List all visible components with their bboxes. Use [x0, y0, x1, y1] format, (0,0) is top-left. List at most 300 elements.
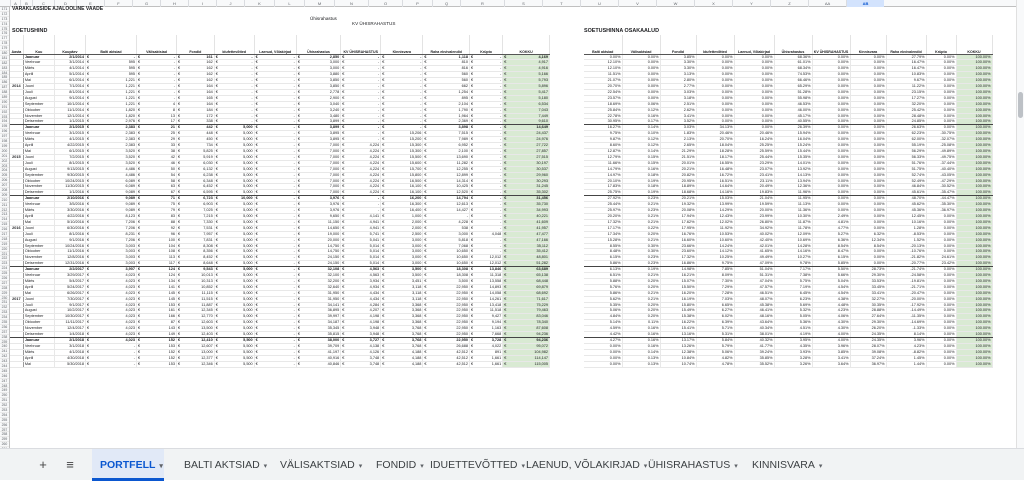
cell[interactable]: 15.24%: [774, 143, 812, 149]
year-cell[interactable]: 2014: [10, 84, 23, 90]
cell[interactable]: 100.00%: [956, 113, 992, 119]
cell[interactable]: 3.85%: [812, 349, 850, 355]
cell[interactable]: 15.50%: [660, 284, 696, 290]
cell[interactable]: 0.00%: [584, 343, 622, 349]
cell[interactable]: August: [23, 308, 54, 314]
cell[interactable]: 10/24/2016: [54, 243, 85, 249]
cell[interactable]: Märts: [23, 137, 54, 143]
cell[interactable]: 5.86%: [584, 261, 622, 267]
cell[interactable]: 17.83%: [584, 184, 622, 190]
cell[interactable]: 12.10%: [584, 60, 622, 66]
cell[interactable]: 20.70%: [696, 137, 734, 143]
cell[interactable]: 100.00%: [956, 308, 992, 314]
cell[interactable]: 13.16%: [660, 332, 696, 338]
cell[interactable]: 3/5/2016: [54, 202, 85, 208]
row-header[interactable]: 259: [1, 437, 8, 442]
cell[interactable]: 0.23%: [622, 208, 660, 214]
cell[interactable]: 5.71%: [696, 326, 734, 332]
cell[interactable]: 10.74%: [660, 361, 696, 367]
cell[interactable]: 0.21%: [622, 273, 660, 279]
cell[interactable]: 0.00%: [584, 361, 622, 367]
row-header[interactable]: 232: [1, 305, 8, 310]
column-header-g[interactable]: G: [132, 0, 160, 7]
cell[interactable]: 18.89%: [660, 184, 696, 190]
cell[interactable]: [254, 361, 296, 367]
cell[interactable]: 14.64%: [696, 184, 734, 190]
column-header-u[interactable]: U: [580, 0, 618, 7]
cell[interactable]: 11.36%: [774, 208, 812, 214]
cell[interactable]: -20.13%: [886, 243, 926, 249]
cell[interactable]: 5.79%: [696, 343, 734, 349]
cell[interactable]: 23.15%: [886, 89, 926, 95]
cell[interactable]: 6.36%: [812, 237, 850, 243]
cell[interactable]: 7.38%: [774, 273, 812, 279]
cell[interactable]: 7/30/2017: [54, 296, 85, 302]
cell[interactable]: 17.95%: [660, 225, 696, 231]
cell[interactable]: 100.00%: [956, 219, 992, 225]
cell[interactable]: -20.77%: [886, 261, 926, 267]
cell[interactable]: 55.19%: [886, 143, 926, 149]
cell[interactable]: 0.00%: [734, 84, 774, 90]
cell[interactable]: 21.04%: [734, 196, 774, 202]
cell[interactable]: 2.80%: [660, 78, 696, 84]
cell[interactable]: 0.21%: [622, 290, 660, 296]
vertical-scrollbar-thumb[interactable]: [1018, 92, 1023, 118]
cell[interactable]: 56.29%: [886, 149, 926, 155]
cell[interactable]: 100.00%: [956, 101, 992, 107]
cell[interactable]: 0.00%: [584, 54, 622, 60]
cell[interactable]: 7.85%: [696, 267, 734, 273]
column-header-o[interactable]: O: [368, 0, 402, 7]
cell[interactable]: 25.25%: [734, 143, 774, 149]
cell[interactable]: 48.07%: [734, 296, 774, 302]
cell[interactable]: 0.19%: [622, 267, 660, 273]
row-header[interactable]: 226: [1, 275, 8, 280]
cell[interactable]: 16.19%: [660, 296, 696, 302]
cell[interactable]: 100.00%: [956, 278, 992, 284]
cell[interactable]: 0.00%: [622, 84, 660, 90]
cell[interactable]: Aprill: [23, 72, 54, 78]
cost-basis-table[interactable]: [10, 35, 550, 368]
row-header[interactable]: 234: [1, 315, 8, 320]
cell[interactable]: 41.65%: [734, 249, 774, 255]
row-header[interactable]: 202: [1, 158, 8, 163]
cell[interactable]: 0.00%: [926, 113, 956, 119]
cell[interactable]: 0.00%: [812, 149, 850, 155]
cell[interactable]: 1/4/2018: [54, 332, 85, 338]
cell[interactable]: 20.20%: [584, 213, 622, 219]
column-header-v[interactable]: V: [618, 0, 656, 7]
row-header[interactable]: 231: [1, 300, 8, 305]
cell[interactable]: 0.00%: [926, 302, 956, 308]
chevron-down-icon[interactable]: ▾: [263, 463, 268, 470]
cell[interactable]: 1/1/2015: [54, 119, 85, 125]
cell[interactable]: Veebruar: [23, 60, 54, 66]
cell[interactable]: 21.29%: [660, 149, 696, 155]
cell[interactable]: 100.00%: [956, 343, 992, 349]
cell[interactable]: 0.00%: [926, 249, 956, 255]
row-header[interactable]: 246: [1, 373, 8, 378]
cell[interactable]: 4.78%: [696, 361, 734, 367]
cell[interactable]: 14.01%: [774, 160, 812, 166]
cell[interactable]: 0.00%: [812, 101, 850, 107]
row-header[interactable]: 175: [1, 26, 8, 31]
cell[interactable]: November: [23, 255, 54, 261]
row-header[interactable]: 185: [1, 75, 8, 80]
row-header[interactable]: 199: [1, 143, 8, 148]
cell[interactable]: 10.53%: [696, 231, 734, 237]
cell[interactable]: -37.44%: [926, 160, 956, 166]
cell[interactable]: 17.17%: [584, 225, 622, 231]
cell[interactable]: 4.81%: [812, 219, 850, 225]
cell[interactable]: 0.00%: [850, 113, 886, 119]
cell[interactable]: 0.12%: [622, 107, 660, 113]
cell[interactable]: 100.00%: [956, 314, 992, 320]
cell[interactable]: 51.76%: [886, 160, 926, 166]
cell[interactable]: 2.62%: [660, 107, 696, 113]
cell[interactable]: 3.28%: [774, 355, 812, 361]
cell[interactable]: 100.00%: [956, 237, 992, 243]
cell[interactable]: 0.00%: [734, 72, 774, 78]
row-header[interactable]: 240: [1, 344, 8, 349]
cell[interactable]: 27.64%: [850, 314, 886, 320]
cell[interactable]: 100.00%: [956, 296, 992, 302]
cell[interactable]: 45.38%: [734, 302, 774, 308]
cell[interactable]: 9/1/2017: [54, 302, 85, 308]
cell[interactable]: 14.12%: [696, 249, 734, 255]
cell[interactable]: 11.87%: [774, 219, 812, 225]
cell[interactable]: 9/30/2015: [54, 172, 85, 178]
cell[interactable]: Oktoober: [23, 249, 54, 255]
cell[interactable]: 0.00%: [696, 84, 734, 90]
cell[interactable]: 7.17%: [774, 267, 812, 273]
cell[interactable]: Mai: [23, 78, 54, 84]
cell[interactable]: 12/1/2014: [54, 113, 85, 119]
cell[interactable]: 100.00%: [956, 225, 992, 231]
row-header[interactable]: 201: [1, 153, 8, 158]
cell[interactable]: 0.00%: [696, 72, 734, 78]
cell[interactable]: 10/1/2014: [54, 101, 85, 107]
cell[interactable]: 0.20%: [622, 314, 660, 320]
row-header[interactable]: 251: [1, 398, 8, 403]
cell[interactable]: 0.00%: [812, 84, 850, 90]
cell[interactable]: 5.35%: [584, 302, 622, 308]
cell[interactable]: 28.07%: [850, 343, 886, 349]
cell[interactable]: 11/1/2016: [54, 249, 85, 255]
cell[interactable]: 6.13%: [584, 267, 622, 273]
cell[interactable]: 100.00%: [956, 95, 992, 101]
cell[interactable]: 20.00%: [734, 208, 774, 214]
cell[interactable]: -40.40%: [926, 166, 956, 172]
cell[interactable]: 16.20%: [660, 290, 696, 296]
cell[interactable]: 0.00%: [850, 78, 886, 84]
cell[interactable]: 4.84%: [584, 314, 622, 320]
cell[interactable]: 0.00%: [850, 184, 886, 190]
cell[interactable]: 6.23%: [774, 296, 812, 302]
cell[interactable]: 100.00%: [956, 202, 992, 208]
cell[interactable]: Veebruar: [23, 202, 54, 208]
row-header[interactable]: 213: [1, 212, 8, 217]
row-header[interactable]: 205: [1, 173, 8, 178]
cell[interactable]: 26.80%: [734, 219, 774, 225]
cell[interactable]: 0.00%: [850, 125, 886, 131]
row-header[interactable]: 208: [1, 187, 8, 192]
cell[interactable]: 15.38%: [660, 314, 696, 320]
cell[interactable]: 0.00%: [926, 101, 956, 107]
cell[interactable]: 4.30%: [812, 320, 850, 326]
cell[interactable]: 6.15%: [584, 255, 622, 261]
cell[interactable]: 0.00%: [850, 219, 886, 225]
cell[interactable]: -30.75%: [926, 131, 956, 137]
cell[interactable]: -21.74%: [886, 267, 926, 273]
cell[interactable]: 10.69%: [774, 237, 812, 243]
cell[interactable]: 3/29/2017: [54, 273, 85, 279]
cell[interactable]: 0.23%: [622, 196, 660, 202]
cell[interactable]: 100.00%: [956, 243, 992, 249]
row-header[interactable]: 248: [1, 383, 8, 388]
cell[interactable]: Juuli: [23, 160, 54, 166]
cell[interactable]: 14.16%: [696, 190, 734, 196]
cell[interactable]: 45.36%: [886, 208, 926, 214]
cell[interactable]: 100.00%: [956, 160, 992, 166]
cell[interactable]: 2/2/2017: [54, 267, 85, 273]
cell[interactable]: 20.10%: [584, 178, 622, 184]
cell[interactable]: 21.51%: [660, 154, 696, 160]
cell[interactable]: 100.00%: [956, 149, 992, 155]
cell[interactable]: 3.85%: [660, 54, 696, 60]
cell[interactable]: 12.38%: [660, 349, 696, 355]
cell[interactable]: 11.66%: [584, 160, 622, 166]
row-header[interactable]: 247: [1, 378, 8, 383]
cell[interactable]: 0.00%: [812, 196, 850, 202]
cell[interactable]: 10.84%: [660, 355, 696, 361]
cell[interactable]: 42.40%: [734, 237, 774, 243]
cell[interactable]: 0.15%: [622, 160, 660, 166]
cell[interactable]: 23.07%: [734, 166, 774, 172]
cell[interactable]: 6.27%: [696, 308, 734, 314]
cell[interactable]: 47.57%: [734, 284, 774, 290]
row-header[interactable]: 183: [1, 65, 8, 70]
cell[interactable]: 13.94%: [774, 178, 812, 184]
cell[interactable]: 14.97%: [584, 172, 622, 178]
cell[interactable]: [381, 361, 423, 367]
cell[interactable]: 3.96%: [886, 338, 926, 344]
cell[interactable]: 5.69%: [774, 302, 812, 308]
cell[interactable]: 9/1/2014: [54, 95, 85, 101]
cell[interactable]: 16.72%: [696, 172, 734, 178]
cell[interactable]: 52.74%: [886, 172, 926, 178]
cell[interactable]: Juuni: [23, 225, 54, 231]
row-header[interactable]: 244: [1, 364, 8, 369]
cell[interactable]: 20.82%: [660, 172, 696, 178]
row-header[interactable]: 252: [1, 403, 8, 408]
row-header[interactable]: 207: [1, 183, 8, 188]
cell[interactable]: 27.92%: [584, 196, 622, 202]
cell[interactable]: Jaanuar: [23, 338, 54, 344]
cell[interactable]: Juuli: [23, 302, 54, 308]
row-header[interactable]: 188: [1, 90, 8, 95]
cell[interactable]: 35.85%: [734, 355, 774, 361]
cell[interactable]: 4/1/2014: [54, 66, 85, 72]
cell[interactable]: 0.00%: [812, 119, 850, 125]
cell[interactable]: 6.15%: [812, 255, 850, 261]
cell[interactable]: -1.33%: [886, 326, 926, 332]
cell[interactable]: 6.65%: [696, 302, 734, 308]
cell[interactable]: 0.00%: [696, 78, 734, 84]
cell[interactable]: 5.14%: [584, 320, 622, 326]
cell[interactable]: -43.05%: [926, 172, 956, 178]
cell[interactable]: 0.00%: [850, 101, 886, 107]
cell[interactable]: 2/1/2014: [54, 54, 85, 60]
cell[interactable]: 3.52%: [660, 119, 696, 125]
cell[interactable]: [214, 361, 254, 367]
row-header[interactable]: 239: [1, 339, 8, 344]
row-header[interactable]: 221: [1, 251, 8, 256]
cell[interactable]: 10/2/2017: [54, 308, 85, 314]
cell[interactable]: 4.35%: [774, 343, 812, 349]
cell[interactable]: 100.00%: [956, 326, 992, 332]
cell[interactable]: 3.13%: [660, 72, 696, 78]
cell[interactable]: 0.00%: [850, 172, 886, 178]
cell[interactable]: 14.24%: [696, 243, 734, 249]
cell[interactable]: 23.99%: [734, 213, 774, 219]
all-sheets-menu-icon[interactable]: ≡: [66, 457, 74, 472]
cell[interactable]: 0.00%: [812, 202, 850, 208]
cell[interactable]: 20.95%: [660, 178, 696, 184]
row-header[interactable]: 200: [1, 148, 8, 153]
cell[interactable]: 0.00%: [584, 349, 622, 355]
cell[interactable]: 0.19%: [622, 190, 660, 196]
cell[interactable]: 0.00%: [696, 89, 734, 95]
cell[interactable]: Mai: [23, 219, 54, 225]
cell[interactable]: 22.54%: [584, 89, 622, 95]
cell[interactable]: 0.00%: [926, 326, 956, 332]
cell[interactable]: 100.00%: [956, 166, 992, 172]
cell[interactable]: 100.00%: [956, 89, 992, 95]
cell[interactable]: 100.00%: [956, 361, 992, 367]
cell[interactable]: 0.30%: [622, 249, 660, 255]
row-header[interactable]: 253: [1, 408, 8, 413]
cell[interactable]: 16.60%: [660, 237, 696, 243]
cell[interactable]: 0.00%: [926, 231, 956, 237]
column-header-w[interactable]: W: [656, 0, 694, 7]
cell[interactable]: [341, 361, 381, 367]
cell[interactable]: 3.18%: [660, 95, 696, 101]
cell[interactable]: 0.21%: [622, 213, 660, 219]
cell[interactable]: 0.00%: [850, 95, 886, 101]
cell[interactable]: 12.43%: [696, 213, 734, 219]
cell[interactable]: 15.41%: [660, 326, 696, 332]
cell[interactable]: 40.32%: [734, 338, 774, 344]
cell[interactable]: 15.07%: [660, 278, 696, 284]
cell[interactable]: Mai: [23, 290, 54, 296]
cell[interactable]: 20.46%: [734, 131, 774, 137]
row-header[interactable]: 230: [1, 295, 8, 300]
cell[interactable]: 0.00%: [926, 78, 956, 84]
cell[interactable]: 16.76%: [660, 231, 696, 237]
cell[interactable]: Veebruar: [23, 131, 54, 137]
cell[interactable]: 0.10%: [622, 131, 660, 137]
cell[interactable]: 0.00%: [812, 137, 850, 143]
cell[interactable]: 62.23%: [886, 131, 926, 137]
cell[interactable]: 4.30%: [812, 326, 850, 332]
row-header[interactable]: 206: [1, 178, 8, 183]
cell[interactable]: 0.00%: [850, 255, 886, 261]
cell[interactable]: 23.57%: [584, 95, 622, 101]
cell[interactable]: 39.08%: [850, 349, 886, 355]
cell[interactable]: 0.22%: [622, 225, 660, 231]
cell[interactable]: 9.67%: [886, 78, 926, 84]
cell[interactable]: 51.04%: [734, 267, 774, 273]
cell[interactable]: 0.00%: [926, 284, 956, 290]
cell[interactable]: 100.00%: [956, 338, 992, 344]
cell[interactable]: 12/31/2016: [54, 261, 85, 267]
cell[interactable]: -17.92%: [886, 302, 926, 308]
row-header[interactable]: 254: [1, 412, 8, 417]
cell[interactable]: 51.75%: [886, 166, 926, 172]
cell[interactable]: 0.00%: [850, 89, 886, 95]
cell[interactable]: 9.75%: [584, 131, 622, 137]
cell[interactable]: 0.00%: [926, 314, 956, 320]
cell[interactable]: 8/1/2014: [54, 89, 85, 95]
cell[interactable]: 8.55%: [584, 243, 622, 249]
cell[interactable]: 47.09%: [734, 261, 774, 267]
cell[interactable]: 16.22%: [660, 320, 696, 326]
cell[interactable]: 0.00%: [850, 208, 886, 214]
row-header[interactable]: 196: [1, 129, 8, 134]
cell[interactable]: 11.78%: [774, 225, 812, 231]
cell[interactable]: 0.17%: [622, 119, 660, 125]
row-header[interactable]: 189: [1, 95, 8, 100]
cell[interactable]: 14.28%: [774, 243, 812, 249]
cell[interactable]: 11.22%: [886, 84, 926, 90]
cell[interactable]: 4.59%: [584, 326, 622, 332]
cell[interactable]: 0.00%: [850, 261, 886, 267]
cell[interactable]: 7/2/2015: [54, 154, 85, 160]
cell[interactable]: 23.41%: [734, 172, 774, 178]
cell[interactable]: 0.16%: [622, 332, 660, 338]
row-header[interactable]: 176: [1, 31, 8, 36]
cell[interactable]: 3.03%: [660, 89, 696, 95]
cell[interactable]: 10.27%: [774, 255, 812, 261]
cell[interactable]: 11.13%: [774, 202, 812, 208]
cell[interactable]: 0.00%: [850, 60, 886, 66]
cell[interactable]: -32.07%: [926, 137, 956, 143]
cell[interactable]: 0.00%: [850, 137, 886, 143]
row-header[interactable]: 245: [1, 368, 8, 373]
sheet-tab-7[interactable]: [744, 449, 823, 481]
cell[interactable]: 2.13%: [660, 137, 696, 143]
cell[interactable]: 0.00%: [926, 296, 956, 302]
cell[interactable]: 14.29%: [696, 208, 734, 214]
cell[interactable]: 12.79%: [584, 154, 622, 160]
cell[interactable]: 9.75%: [696, 261, 734, 267]
cell[interactable]: 46.84%: [886, 184, 926, 190]
cell[interactable]: 20.70%: [584, 84, 622, 90]
cell[interactable]: 4.77%: [812, 225, 850, 231]
cell[interactable]: 56.33%: [886, 154, 926, 160]
row-header[interactable]: 177: [1, 36, 8, 41]
cell[interactable]: 4/1/2015: [54, 137, 85, 143]
cell[interactable]: 25.84%: [584, 107, 622, 113]
cell[interactable]: 68.34%: [774, 66, 812, 72]
row-header[interactable]: 209: [1, 192, 8, 197]
row-header[interactable]: 220: [1, 246, 8, 251]
cell[interactable]: -25.08%: [926, 143, 956, 149]
cell[interactable]: 100.00%: [956, 172, 992, 178]
cell[interactable]: 0.00%: [926, 119, 956, 125]
cell[interactable]: 46.00%: [774, 107, 812, 113]
